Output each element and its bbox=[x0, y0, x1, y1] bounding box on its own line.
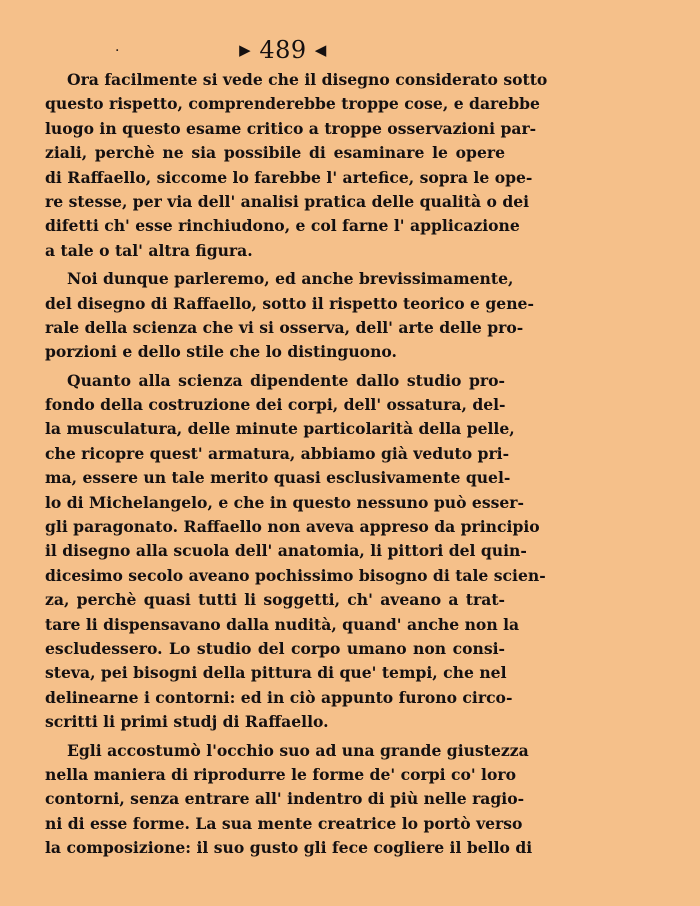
text-line: escludessero. Lo studio del corpo umano non consi- bbox=[45, 638, 505, 658]
text-line: difetti ch' esse rinchiudono, e col farne l' applicazione bbox=[45, 216, 520, 236]
text-line: scritti li primi studj di Raffaello. bbox=[45, 712, 329, 732]
text-line: fondo della costruzione dei corpi, dell' ossatura, del- bbox=[45, 395, 506, 415]
text-line: delinearne i contorni: ed in ciò appunto furono circo- bbox=[45, 687, 513, 707]
arrow-right-ornament-icon: ▶ bbox=[239, 41, 252, 59]
body-text bbox=[45, 68, 548, 865]
paragraph bbox=[45, 369, 546, 735]
text-line: Quanto alla scienza dipendente dallo studio pro- bbox=[67, 370, 505, 390]
text-line: a tale o tal' altra figura. bbox=[45, 240, 253, 260]
text-line: steva, pei bisogni della pittura di que' tempi, che nel bbox=[45, 663, 507, 683]
paragraph bbox=[45, 267, 534, 365]
text-line: ma, essere un tale merito quasi esclusivamente quel- bbox=[45, 468, 511, 488]
text-line: contorni, senza entrare all' indentro di più nelle ragio- bbox=[45, 789, 525, 809]
text-line: ziali, perchè ne sia possibile di esaminare le opere bbox=[45, 143, 505, 163]
text-line: la composizione: il suo gusto gli fece cogliere il bello di bbox=[45, 838, 533, 858]
page-number: 489 bbox=[259, 36, 307, 64]
text-line: di Raffaello, siccome lo farebbe l' artefice, sopra le ope- bbox=[45, 167, 533, 187]
page-header bbox=[45, 36, 505, 68]
text-line: rale della scienza che vi si osserva, dell' arte delle pro- bbox=[45, 317, 524, 337]
ink-dot: · bbox=[115, 43, 120, 59]
text-line: gli paragonato. Raffaello non aveva appreso da principio bbox=[45, 517, 540, 537]
text-line: questo rispetto, comprenderebbe troppe cose, e darebbe bbox=[45, 94, 540, 114]
text-line: del disegno di Raffaello, sotto il rispetto teorico e gene- bbox=[45, 293, 534, 313]
text-line: il disegno alla scuola dell' anatomia, li pittori del quin- bbox=[45, 541, 527, 561]
text-line: ni di esse forme. La sua mente creatrice lo portò verso bbox=[45, 813, 523, 833]
page-number-group bbox=[223, 36, 343, 64]
arrow-left-ornament-icon: ◀ bbox=[314, 41, 327, 59]
text-line: che ricopre quest' armatura, abbiamo già veduto pri- bbox=[45, 443, 510, 463]
text-line: re stesse, per via dell' analisi pratica delle qualità o dei bbox=[45, 191, 530, 211]
text-line: Noi dunque parleremo, ed anche brevissimamente, bbox=[67, 269, 514, 289]
text-line: porzioni e dello stile che lo distinguono. bbox=[45, 342, 397, 362]
text-line: luogo in questo esame critico a troppe osservazioni par- bbox=[45, 118, 537, 138]
text-line: za, perchè quasi tutti li soggetti, ch' aveano a trat- bbox=[45, 590, 505, 610]
text-line: nella maniera di riprodurre le forme de' corpi co' loro bbox=[45, 764, 516, 784]
text-line: tare li dispensavano dalla nudità, quand' anche non la bbox=[45, 614, 520, 634]
text-line: Ora facilmente si vede che il disegno considerato sotto bbox=[67, 70, 548, 89]
text-line: la musculatura, delle minute particolarità della pelle, bbox=[45, 419, 515, 439]
book-page bbox=[45, 30, 548, 890]
paragraph bbox=[45, 739, 533, 861]
text-line: lo di Michelangelo, e che in questo nessuno può esser- bbox=[45, 492, 524, 512]
paragraph bbox=[45, 68, 548, 263]
text-line: Egli accostumò l'occhio suo ad una grande giustezza bbox=[67, 740, 529, 760]
text-line: dicesimo secolo aveano pochissimo bisogno di tale scien- bbox=[45, 565, 546, 585]
